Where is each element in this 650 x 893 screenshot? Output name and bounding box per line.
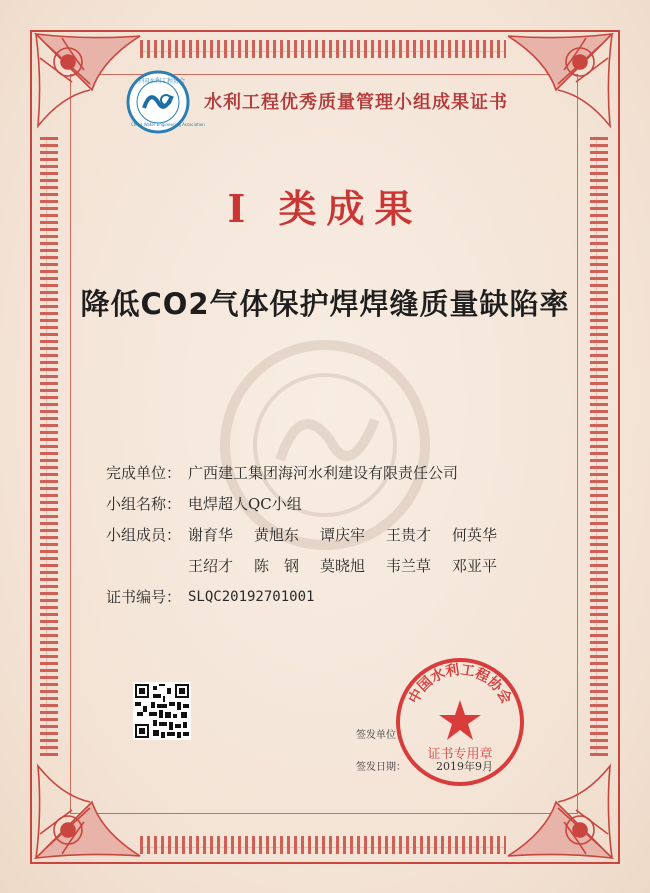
logo-ring-text: 中国水利工程协会	[137, 78, 186, 85]
certificate-info	[106, 458, 518, 613]
members-label: 小组成员：	[106, 526, 182, 544]
award-class-title: I 类成果	[227, 186, 423, 231]
cert-number-label: 证书编号：	[106, 588, 182, 606]
member-name: 莫晓旭	[320, 557, 366, 575]
issuer-label: 签发单位：	[356, 730, 406, 741]
completing-unit-row	[106, 458, 518, 489]
corner-ornament-bottom-left	[32, 762, 144, 862]
members-list	[188, 520, 518, 582]
group-name-row	[106, 489, 518, 520]
qr-code	[133, 682, 191, 740]
cert-number-row	[106, 582, 518, 613]
member-name: 邓亚平	[452, 557, 498, 575]
seal-bottom-text: 证书专用章	[427, 747, 493, 762]
member-name: 谭庆牢	[320, 526, 366, 544]
project-title: 降低CO2气体保护焊焊缝质量缺陷率	[80, 287, 570, 321]
star-icon	[439, 700, 481, 740]
member-name: 韦兰草	[386, 557, 432, 575]
svg-text:中国水利工程协会	[405, 661, 515, 706]
completing-unit-value: 广西建工集团海河水利建设有限责任公司	[188, 464, 459, 482]
member-name: 陈 钢	[254, 557, 300, 575]
member-name: 王贵才	[386, 526, 432, 544]
issue-date-value: 2019年9月	[436, 760, 493, 773]
completing-unit-label: 完成单位：	[106, 464, 182, 482]
cert-number-value: SLQC20192701001	[188, 589, 315, 605]
member-name: 谢育华	[188, 526, 234, 544]
corner-ornament-top-right	[504, 30, 616, 130]
member-name: 何英华	[452, 526, 498, 544]
group-name-label: 小组名称：	[106, 495, 182, 513]
issue-date-label: 签发日期：	[356, 762, 406, 773]
bottom-ornament-band	[140, 836, 506, 854]
official-seal	[390, 652, 530, 792]
seal-ring-text: 中国水利工程协会	[405, 662, 515, 707]
top-ornament-band	[140, 40, 506, 58]
members-row	[106, 520, 518, 582]
group-name-value: 电焊超人QC小组	[188, 495, 302, 513]
certificate-header-title: 水利工程优秀质量管理小组成果证书	[204, 92, 508, 113]
logo-ring-text-en: China Water Engineering Association	[131, 122, 205, 127]
member-name: 王绍才	[188, 557, 234, 575]
member-name: 黄旭东	[254, 526, 300, 544]
